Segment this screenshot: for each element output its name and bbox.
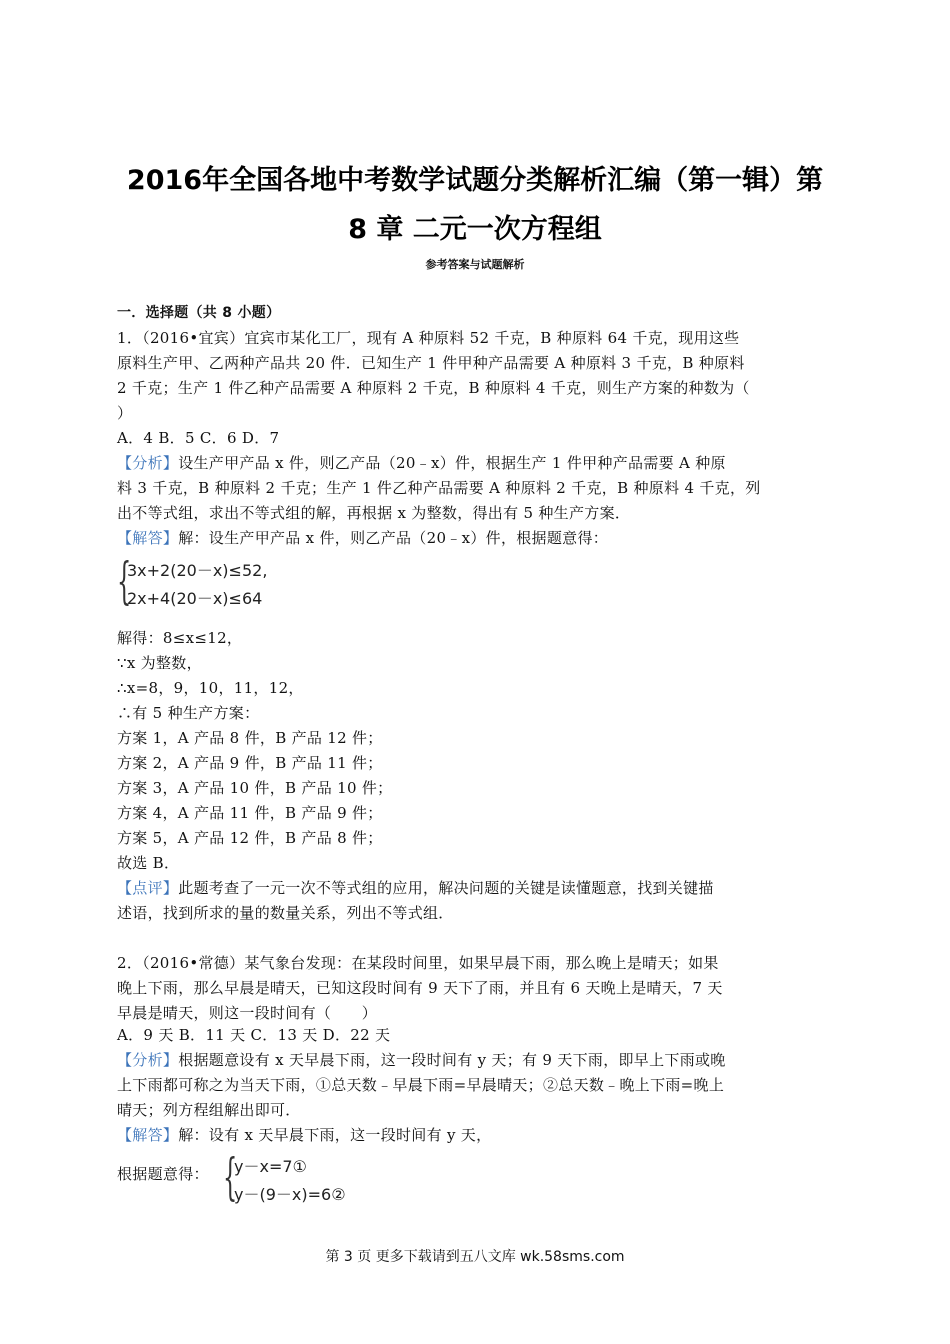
- q1-solution-intro: 解：设生产甲产品 x 件，则乙产品（20﹣x）件，根据题意得：: [178, 529, 609, 547]
- brace-icon: {: [117, 552, 132, 610]
- q2-system-eq-2: y－(9－x)=6②: [234, 1185, 346, 1204]
- q1-step: 方案 5，A 产品 12 件，B 产品 8 件；: [117, 829, 383, 847]
- q2-options: A．9 天 B．11 天 C．13 天 D．22 天: [117, 1026, 391, 1044]
- q1-stem-line: 2 千克；生产 1 件乙种产品需要 A 种原料 2 千克，B 种原料 4 千克，则生产方案的种数为（: [117, 379, 750, 397]
- analysis-tag: 【分析】: [117, 454, 179, 472]
- q1-inequality-system: [117, 552, 317, 612]
- q2-analysis-line: [117, 1049, 726, 1070]
- q1-step: 方案 4，A 产品 11 件，B 产品 9 件；: [117, 804, 383, 822]
- solution-tag: 【解答】: [117, 1126, 179, 1144]
- q2-solution-line: [117, 1124, 491, 1145]
- q1-solution-line: [117, 527, 608, 548]
- q2-stem-line: 2．（2016•常德）某气象台发现：在某段时间里，如果早晨下雨，那么晚上是晴天；如果: [117, 954, 719, 972]
- q2-system-label: 根据题意得：: [117, 1165, 209, 1183]
- q2-analysis-line: 上下雨都可称之为当天下雨，①总天数﹣早晨下雨=早晨晴天；②总天数﹣晚上下雨=晚上: [117, 1076, 725, 1094]
- q2-stem-line: 早晨是晴天，则这一段时间有（ ）: [117, 1004, 378, 1022]
- q1-comment-text: 此题考查了一元一次不等式组的应用，解决问题的关键是读懂题意，找到关键描: [178, 879, 714, 897]
- q1-comment-line: 述语，找到所求的量的数量关系，列出不等式组．: [117, 904, 454, 922]
- brace-icon: {: [223, 1148, 238, 1206]
- q1-comment-line: [117, 877, 714, 898]
- q2-equation-system: [223, 1148, 423, 1208]
- q1-stem-line: 1．（2016•宜宾）宜宾市某化工厂，现有 A 种原料 52 千克，B 种原料 64 千克，现用这些: [117, 329, 740, 347]
- q1-stem-line: ）: [117, 404, 133, 422]
- q1-step: ∴有 5 种生产方案：: [117, 704, 260, 722]
- q2-system-eq-1: y－x=7①: [234, 1157, 307, 1176]
- q1-options: A．4 B．5 C．6 D．7: [117, 429, 280, 447]
- document-subtitle: 参考答案与试题解析: [425, 258, 525, 271]
- q1-stem-line: 原料生产甲、乙两种产品共 20 件．已知生产 1 件甲种产品需要 A 种原料 3 千克，B 种原料: [117, 354, 745, 372]
- q1-step: 方案 1，A 产品 8 件，B 产品 12 件；: [117, 729, 383, 747]
- section-heading: 一．选择题（共 8 小题）: [117, 305, 281, 321]
- q1-analysis-line: 料 3 千克，B 种原料 2 千克；生产 1 件乙种产品需要 A 种原料 2 千克，B 种原料 4 千克，列: [117, 479, 761, 497]
- q1-analysis-text: 设生产甲产品 x 件，则乙产品（20﹣x）件，根据生产 1 件甲种产品需要 A 种原: [178, 454, 726, 472]
- q1-step: 方案 2，A 产品 9 件，B 产品 11 件；: [117, 754, 383, 772]
- q1-analysis-line: 出不等式组，求出不等式组的解，再根据 x 为整数，得出有 5 种生产方案．: [117, 504, 631, 522]
- q2-analysis-text: 根据题意设有 x 天早晨下雨，这一段时间有 y 天；有 9 天下雨，即早上下雨或晚: [178, 1051, 726, 1069]
- q1-system-eq-2: 2x+4(20－x)≤64: [127, 589, 263, 608]
- q2-analysis-line: 晴天；列方程组解出即可．: [117, 1101, 301, 1119]
- q1-analysis-line: [117, 452, 726, 473]
- q1-system-eq-1: 3x+2(20－x)≤52,: [127, 561, 268, 580]
- q1-step: 故选 B．: [117, 854, 180, 872]
- solution-tag: 【解答】: [117, 529, 179, 547]
- q2-solution-intro: 解：设有 x 天早晨下雨，这一段时间有 y 天，: [178, 1126, 492, 1144]
- document-title-line-2: 8 章 二元一次方程组: [348, 214, 602, 245]
- q1-step: 方案 3，A 产品 10 件，B 产品 10 件；: [117, 779, 393, 797]
- q1-step: ∵x 为整数，: [117, 654, 202, 672]
- q1-step: 解得：8≤x≤12，: [117, 629, 243, 647]
- q2-stem-line: 晚上下雨，那么早晨是晴天，已知这段时间有 9 天下了雨，并且有 6 天晚上是晴天，7 天: [117, 979, 723, 997]
- page-footer: 第 3 页 更多下载请到五八文库 wk.58sms.com: [325, 1249, 625, 1265]
- document-title-line-1: 2016年全国各地中考数学试题分类解析汇编（第一辑）第: [126, 165, 824, 196]
- analysis-tag: 【分析】: [117, 1051, 179, 1069]
- comment-tag: 【点评】: [117, 879, 179, 897]
- q1-step: ∴x=8，9，10，11，12，: [117, 679, 304, 697]
